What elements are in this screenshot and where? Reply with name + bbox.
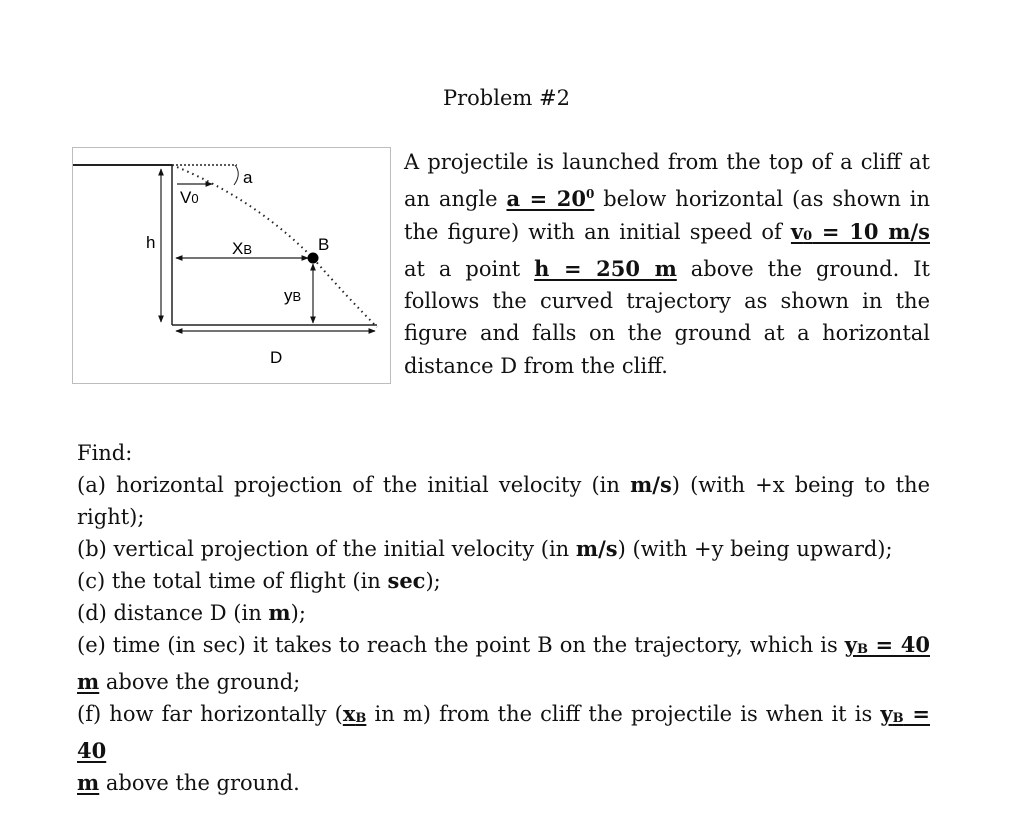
v0-label: V0 — [180, 188, 199, 207]
intro-text-3: at a point — [404, 256, 535, 281]
h-label: h — [146, 233, 156, 252]
angle-value: $a = 20^0$ — [506, 186, 595, 212]
angle-label: a — [243, 168, 253, 187]
point-b-marker — [308, 253, 319, 264]
problem-title: Problem #2 — [443, 86, 570, 110]
question-a: (a) horizontal projection of the initial velocity (in m/s) (with +x being to the right); — [77, 472, 931, 529]
problem-statement — [404, 146, 930, 382]
question-c: (c) the total time of flight (in sec); — [77, 568, 441, 593]
intro-text-2: below horizontal (as shown in the figure) with an initial speed of — [404, 187, 930, 244]
question-b: (b) vertical projection of the initial velocity (in m/s) (with +y being upward); — [77, 536, 893, 561]
d-label: D — [270, 348, 283, 367]
figure-diagram — [72, 147, 392, 385]
question-f: (f) how far horizontally (xB in m) from the cliff the projectile is when it is yB = 40 m above the ground. — [77, 701, 930, 795]
question-e: (e) time (in sec) it takes to reach the point B on the trajectory, which is yB = 40 m above the ground; — [77, 632, 930, 694]
projectile-figure — [72, 147, 391, 384]
speed-value: v0 = 10 m/s — [790, 218, 930, 244]
height-value: h = 250 m — [534, 255, 677, 281]
intro-text-1: A projectile is launched from the top of a cliff at an angle — [404, 150, 930, 212]
find-heading: Find: — [77, 441, 133, 465]
yb-label: yB — [284, 286, 302, 305]
trajectory — [172, 165, 377, 327]
xb-label: XB — [232, 239, 253, 258]
intro-text-4: above the ground. It follows the curved trajectory as shown in the figure and falls on the ground at a horizontal distance D from the cliff. — [404, 256, 930, 378]
b-label: B — [318, 235, 330, 254]
find-section — [77, 437, 930, 799]
question-d: (d) distance D (in m); — [77, 600, 306, 625]
angle-arc — [234, 165, 238, 185]
